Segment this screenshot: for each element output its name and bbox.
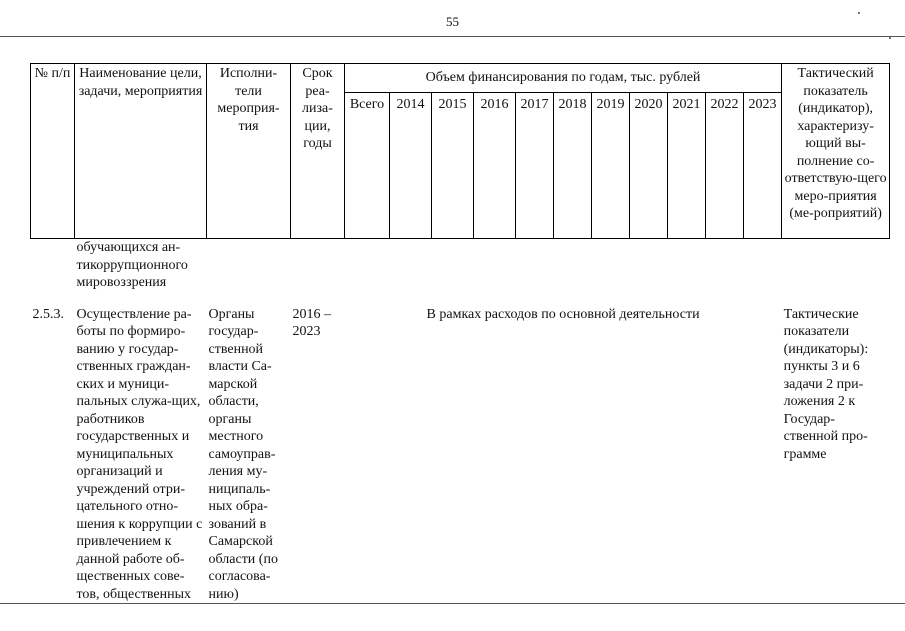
cell-budget-note: В рамках расходов по основной деятельности <box>426 306 700 322</box>
bottom-rule <box>0 603 905 604</box>
financing-table <box>30 63 890 603</box>
header-name: Наименование цели, задачи, мероприятия <box>75 64 207 239</box>
header-number: № п/п <box>31 64 75 239</box>
header-executors: Исполни-тели мероприя-тия <box>207 64 291 239</box>
cell-term: 2016 – 2023 <box>292 306 331 339</box>
table-header <box>31 64 890 239</box>
header-year: 2022 <box>706 93 744 239</box>
header-year: 2017 <box>516 93 554 239</box>
header-year: 2023 <box>744 93 782 239</box>
cell-number: 2.5.3. <box>32 306 64 322</box>
header-year: 2016 <box>474 93 516 239</box>
cell-empty <box>207 239 890 292</box>
page-number: 55 <box>446 14 459 29</box>
cell-name: обучающихся ан-тикоррупционного мировоззрения <box>76 240 188 290</box>
table-row-continuation <box>31 239 890 292</box>
table-body <box>31 239 890 604</box>
header-year: 2019 <box>592 93 630 239</box>
cell-name: Осуществление ра-боты по формиро-ванию у государ-ственных граждан-ских и муници-пальных служа-щих, работников государственных и муниципальных организаций и учреждений отри-цательного отно-шения к коррупции с привлечением к данной работе об-щественных сове-тов, общественных <box>76 306 203 602</box>
table-row-2-5-3 <box>31 292 890 604</box>
header-term: Срок реа-лиза-ции, годы <box>291 64 345 239</box>
header-year: 2020 <box>630 93 668 239</box>
header-year: 2015 <box>432 93 474 239</box>
header-indicator: Тактический показатель (индикатор), характеризу-ющий вы-полнение со-ответствую-щего меро-приятия (ме-роприятий) <box>782 64 890 239</box>
header-year: 2021 <box>668 93 706 239</box>
header-year: 2014 <box>390 93 432 239</box>
header-year: 2018 <box>554 93 592 239</box>
cell-indicator: Тактические показатели (индикаторы): пункты 3 и 6 задачи 2 при-ложения 2 к Государ-ственной про-грамме <box>783 306 869 462</box>
header-total: Всего <box>345 93 390 239</box>
scan-speck <box>858 12 860 14</box>
scan-speck <box>889 37 891 39</box>
header-budget: Объем финансирования по годам, тыс. рублей <box>345 64 782 93</box>
cell-number <box>31 239 75 292</box>
cell-executors: Органы государ-ственной власти Са-марской области, органы местного самоуправ-ления му-ниципаль-ных обра-зований в Самарской области (по согласова-нию) <box>208 306 278 602</box>
top-rule <box>0 36 905 37</box>
